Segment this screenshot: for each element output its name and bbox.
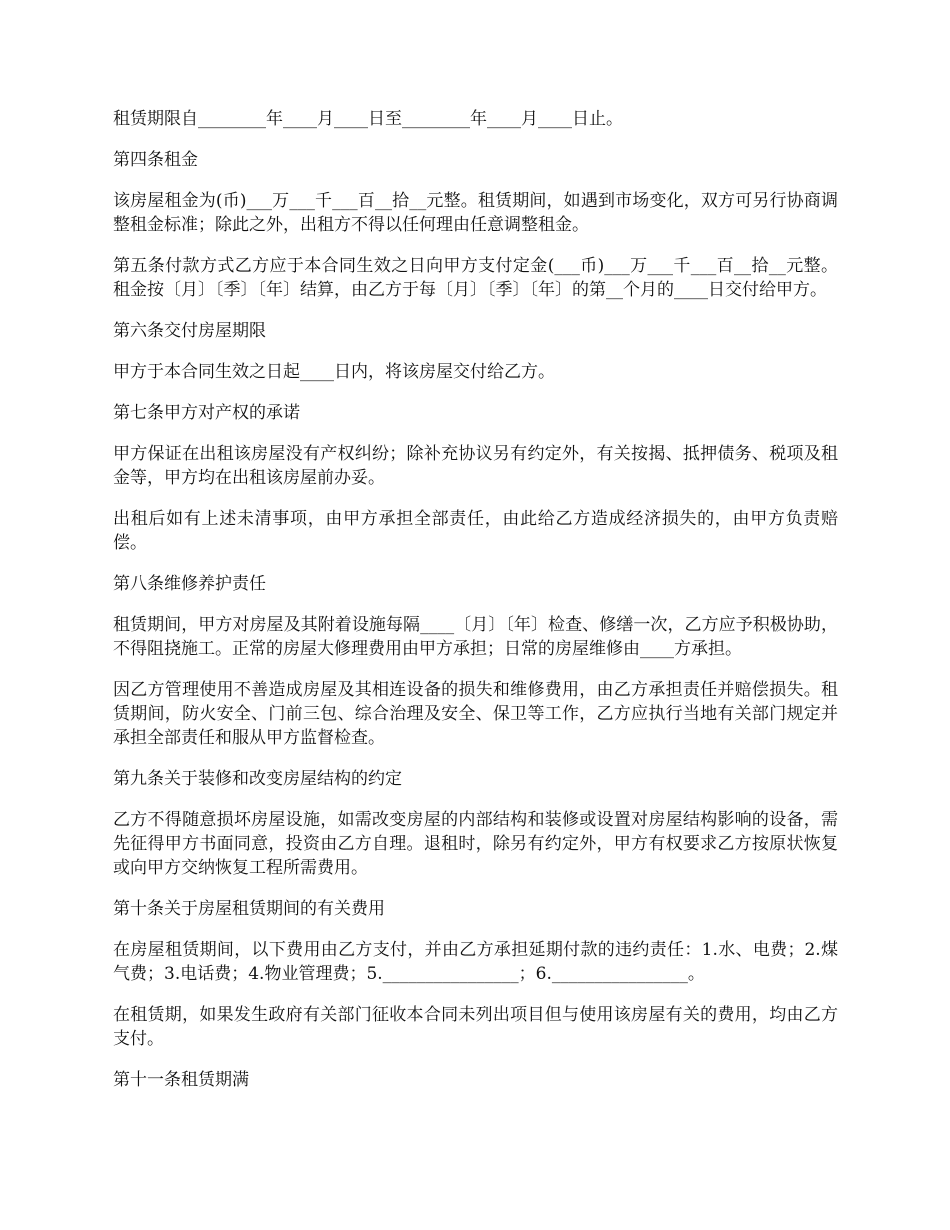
handover-paragraph: 甲方于本合同生效之日起____日内，将该房屋交付给乙方。	[113, 362, 555, 382]
article-5-payment-paragraph: 第五条付款方式乙方应于本合同生效之日向甲方支付定金(___币)___万___千___百__拾__元整。租金按〔月〕〔季〕〔年〕结算，由乙方于每〔月〕〔季〕〔年〕的第__个月的____日交付给甲方。	[113, 256, 838, 300]
government-fees-paragraph: 在租赁期，如果发生政府有关部门征收本合同未列出项目但与使用该房屋有关的费用，均由乙方支付。	[113, 1005, 838, 1049]
article-6-heading: 第六条交付房屋期限	[113, 321, 266, 341]
outstanding-matters-paragraph: 出租后如有上述未清事项，由甲方承担全部责任，由此给乙方造成经济损失的，由甲方负责赔偿。	[113, 509, 838, 553]
article-11-heading: 第十一条租赁期满	[113, 1070, 249, 1090]
lease-term-line: 租赁期限自________年____月____日至________年____月____日止。	[113, 109, 623, 129]
tenant-liability-paragraph: 因乙方管理使用不善造成房屋及其相连设备的损失和维修费用，由乙方承担责任并赔偿损失。租赁期间，防火安全、门前三包、综合治理及安全、保卫等工作，乙方应执行当地有关部门规定并承担全部责任和服从甲方监督检查。	[113, 680, 838, 748]
article-10-heading: 第十条关于房屋租赁期间的有关费用	[113, 899, 385, 919]
article-4-heading: 第四条租金	[113, 150, 198, 170]
renovation-paragraph: 乙方不得随意损坏房屋设施，如需改变房屋的内部结构和装修或设置对房屋结构影响的设备，需先征得甲方书面同意，投资由乙方自理。退租时，除另有约定外，甲方有权要求乙方按原状恢复或向甲方交纳恢复工程所需费用。	[113, 810, 838, 878]
contract-page	[113, 107, 838, 1109]
inspection-repair-paragraph: 租赁期间，甲方对房屋及其附着设施每隔____〔月〕〔年〕检查、修缮一次，乙方应予积极协助，不得阻挠施工。正常的房屋大修理费用由甲方承担；日常的房屋维修由____方承担。	[113, 615, 838, 659]
article-7-heading: 第七条甲方对产权的承诺	[113, 403, 300, 423]
rent-amount-paragraph: 该房屋租金为(币)___万___千___百__拾__元整。租赁期间，如遇到市场变化，双方可另行协商调整租金标准；除此之外，出租方不得以任何理由任意调整租金。	[113, 191, 838, 235]
fees-list-paragraph: 在房屋租赁期间，以下费用由乙方支付，并由乙方承担延期付款的违约责任：1.水、电费；2.煤气费；3.电话费；4.物业管理费；5.________________；6.________________。	[113, 940, 838, 984]
article-8-heading: 第八条维修养护责任	[113, 574, 266, 594]
property-right-guarantee-paragraph: 甲方保证在出租该房屋没有产权纠纷；除补充协议另有约定外，有关按揭、抵押债务、税项及租金等，甲方均在出租该房屋前办妥。	[113, 444, 838, 488]
article-9-heading: 第九条关于装修和改变房屋结构的约定	[113, 769, 402, 789]
